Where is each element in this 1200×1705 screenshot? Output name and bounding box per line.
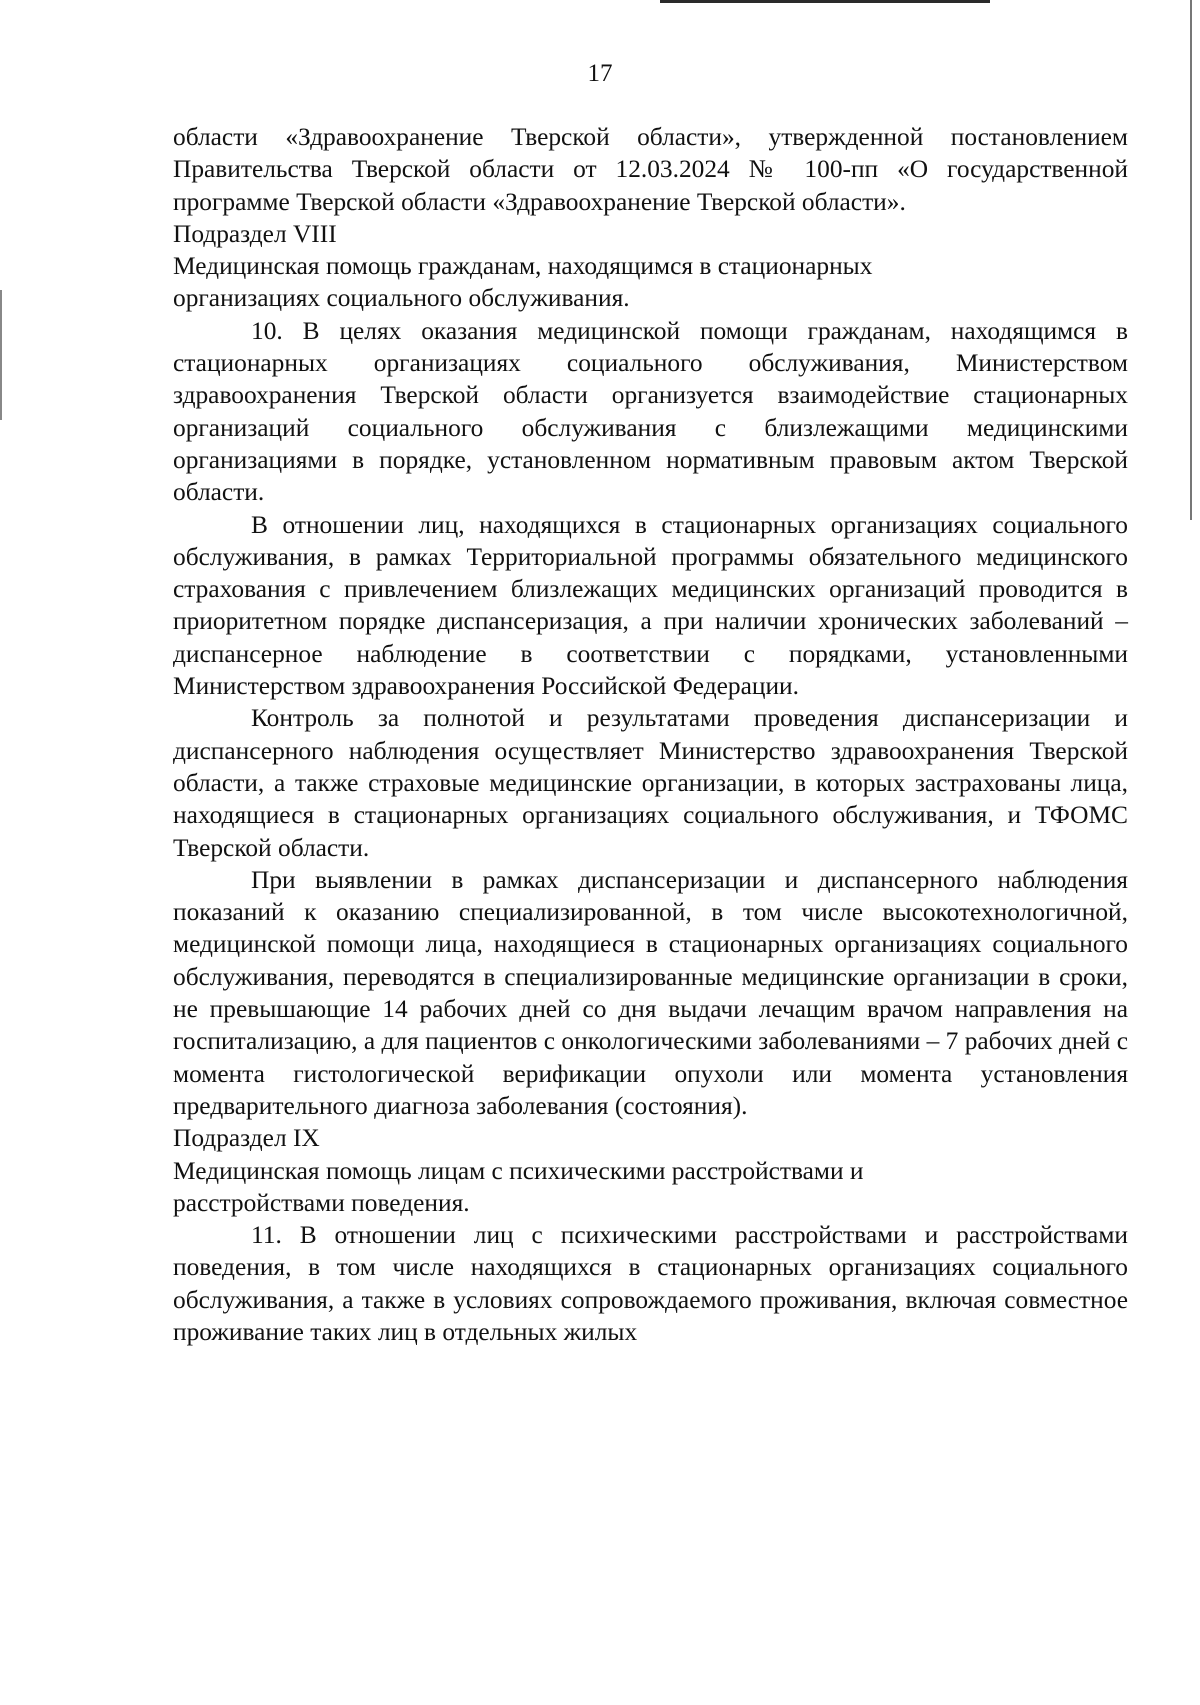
section-8-paragraph: В отношении лиц, находящихся в стационарных организациях социального обслуживания, в рамках Территориальной программы обязательного медицинского страхования с привлечением близлежащих медицинских организаций проводится в приоритетном порядке диспансеризация, а при наличии хронических заболеваний – диспансерное наблюдение в соответствии с порядками, установленными Министерством здравоохранения Российской Федерации. — [173, 510, 1128, 701]
document-body — [173, 121, 1128, 1348]
page-number: 17 — [587, 60, 613, 87]
section-8-title-line-1: Медицинская помощь гражданам, находящимся в стационарных — [173, 252, 873, 281]
scan-edge-top — [660, 0, 990, 3]
intro-paragraph: области «Здравоохранение Тверской области», утвержденной постановлением Правительства Тверской области от 12.03.2024 № 100-пп «О государственной программе Тверской области «Здравоохранение Тверской области». — [173, 123, 1128, 216]
section-9-label: Подраздел IX — [173, 1124, 320, 1153]
section-9-title-line-2: расстройствами поведения. — [173, 1188, 470, 1217]
section-8-title-line-2: организациях социального обслуживания. — [173, 284, 630, 313]
scan-edge-left — [0, 290, 2, 420]
section-8-paragraph: 10. В целях оказания медицинской помощи гражданам, находящимся в стационарных организациях социального обслуживания, Министерством здравоохранения Тверской области организуется взаимодействие стационарных организаций социального обслуживания с близлежащими медицинскими организациями в порядке, установленном нормативным правовым актом Тверской области. — [173, 316, 1128, 507]
section-9-title-line-1: Медицинская помощь лицам с психическими расстройствами и — [173, 1156, 864, 1185]
section-8 — [173, 218, 1128, 1122]
section-9-paragraph: 11. В отношении лиц с психическими расстройствами и расстройствами поведения, в том числе находящихся в стационарных организациях социального обслуживания, а также в условиях сопровождаемого проживания, включая совместное проживание таких лиц в отдельных жилых — [173, 1221, 1128, 1346]
section-8-paragraph: При выявлении в рамках диспансеризации и диспансерного наблюдения показаний к оказанию специализированной, в том числе высокотехнологичной, медицинской помощи лица, находящиеся в стационарных организациях социального обслуживания, переводятся в специализированные медицинские организации в сроки, не превышающие 14 рабочих дней со дня выдачи лечащим врачом направления на госпитализацию, а для пациентов с онкологическими заболеваниями – 7 рабочих дней с момента гистологической верификации опухоли или момента установления предварительного диагноза заболевания (состояния). — [173, 865, 1128, 1120]
section-8-label: Подраздел VIII — [173, 219, 337, 248]
section-8-paragraph: Контроль за полнотой и результатами проведения диспансеризации и диспансерного наблюдения осуществляет Министерство здравоохранения Тверской области, а также страховые медицинские организации, в которых застрахованы лица, находящиеся в стационарных организациях социального обслуживания, и ТФОМС Тверской области. — [173, 704, 1128, 862]
section-9 — [173, 1122, 1128, 1348]
